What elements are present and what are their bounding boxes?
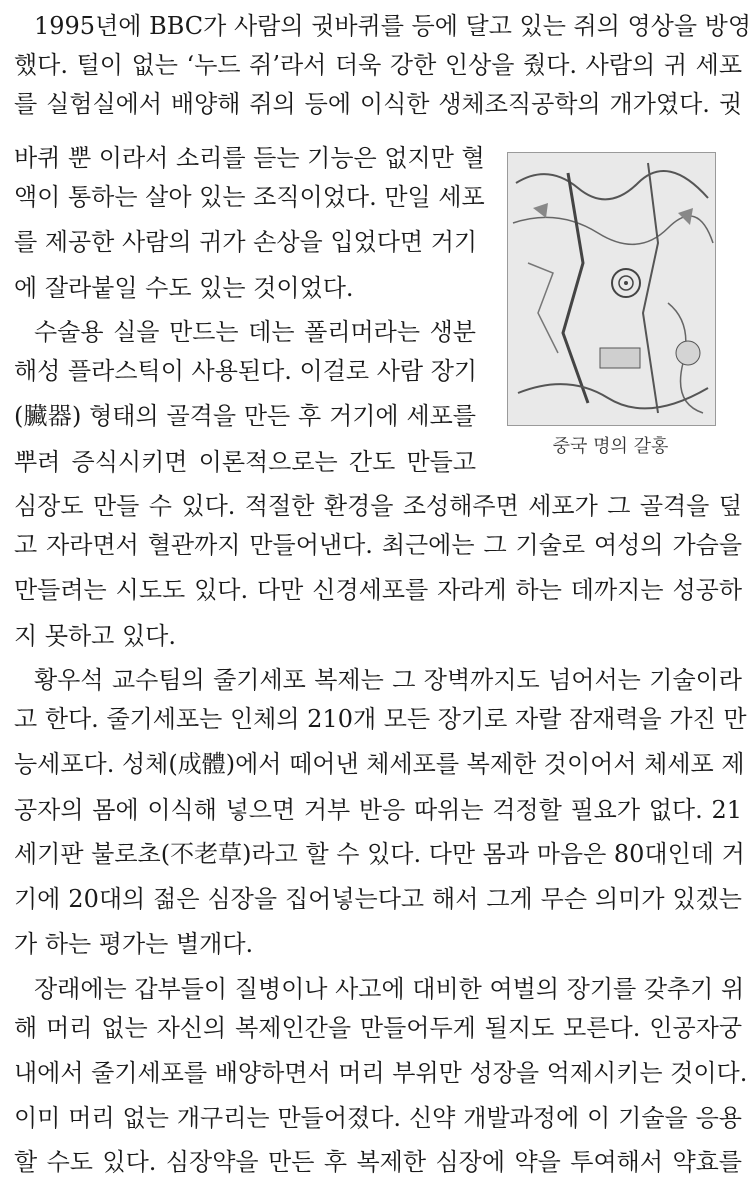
text-line-10: (臟器) 형태의 골격을 만든 후 거기에 세포를 xyxy=(14,402,476,430)
text-line-12: 심장도 만들 수 있다. 적절한 환경을 조성해주면 세포가 그 골격을 덮 xyxy=(14,492,742,520)
text-line-16: 황우석 교수팀의 줄기세포 복제는 그 장벽까지도 넘어서는 기술이라 xyxy=(34,666,742,694)
text-line-5: 액이 통하는 살아 있는 조직이었다. 만일 세포 xyxy=(14,183,485,211)
text-line-27: 할 수도 있다. 심장약을 만든 후 복제한 심장에 약을 투여해서 약효를 xyxy=(14,1148,742,1176)
text-line-14: 만들려는 시도도 있다. 다만 신경세포를 자라게 하는 데까지는 성공하 xyxy=(14,576,742,604)
text-line-8: 수술용 실을 만드는 데는 폴리머라는 생분 xyxy=(34,318,476,346)
text-line-20: 세기판 불로초(不老草)라고 할 수 있다. 다만 몸과 마음은 80대인데 거 xyxy=(14,840,745,868)
text-line-3: 를 실험실에서 배양해 쥐의 등에 이식한 생체조직공학의 개가였다. 귓 xyxy=(14,90,742,118)
text-line-24: 해 머리 없는 자신의 복제인간을 만들어두게 될지도 모른다. 인공자궁 xyxy=(14,1014,742,1042)
text-line-15: 지 못하고 있다. xyxy=(14,622,176,650)
figure-caption: 중국 명의 갈홍 xyxy=(552,436,669,457)
text-line-22: 가 하는 평가는 별개다. xyxy=(14,930,254,958)
text-line-25: 내에서 줄기세포를 배양하면서 머리 부위만 성장을 억제시키는 것이다. xyxy=(14,1059,748,1087)
text-line-7: 에 잘라붙일 수도 있는 것이었다. xyxy=(14,274,354,302)
text-line-18: 능세포다. 성체(成體)에서 떼어낸 체세포를 복제한 것이어서 체세포 제 xyxy=(14,750,745,778)
text-line-1: 1995년에 BBC가 사람의 귓바퀴를 등에 달고 있는 쥐의 영상을 방영 xyxy=(34,12,752,40)
text-line-11: 뿌려 증식시키면 이론적으로는 간도 만들고 xyxy=(14,448,476,476)
text-line-26: 이미 머리 없는 개구리는 만들어졌다. 신약 개발과정에 이 기술을 응용 xyxy=(14,1104,742,1132)
text-line-6: 를 제공한 사람의 귀가 손상을 입었다면 거기 xyxy=(14,228,478,256)
text-line-13: 고 자라면서 혈관까지 만들어낸다. 최근에는 그 기술로 여성의 가슴을 xyxy=(14,531,742,559)
illustration-scroll-painting-icon xyxy=(507,152,716,426)
text-line-17: 고 한다. 줄기세포는 인체의 210개 모든 장기로 자랄 잠재력을 가진 만 xyxy=(14,705,747,733)
text-line-4: 바퀴 뿐 이라서 소리를 듣는 기능은 없지만 혈 xyxy=(14,144,485,172)
text-line-9: 해성 플라스틱이 사용된다. 이걸로 사람 장기 xyxy=(14,357,478,385)
text-line-23: 장래에는 갑부들이 질병이나 사고에 대비한 여벌의 장기를 갖추기 위 xyxy=(34,975,745,1003)
text-line-21: 기에 20대의 젊은 심장을 집어넣는다고 해서 그게 무슨 의미가 있겠는 xyxy=(14,885,742,913)
text-line-2: 했다. 털이 없는 ‘누드 쥐’라서 더욱 강한 인상을 줬다. 사람의 귀 세포 xyxy=(14,51,742,79)
text-line-19: 공자의 몸에 이식해 넣으면 거부 반응 따위는 걱정할 필요가 없다. 21 xyxy=(14,796,742,824)
